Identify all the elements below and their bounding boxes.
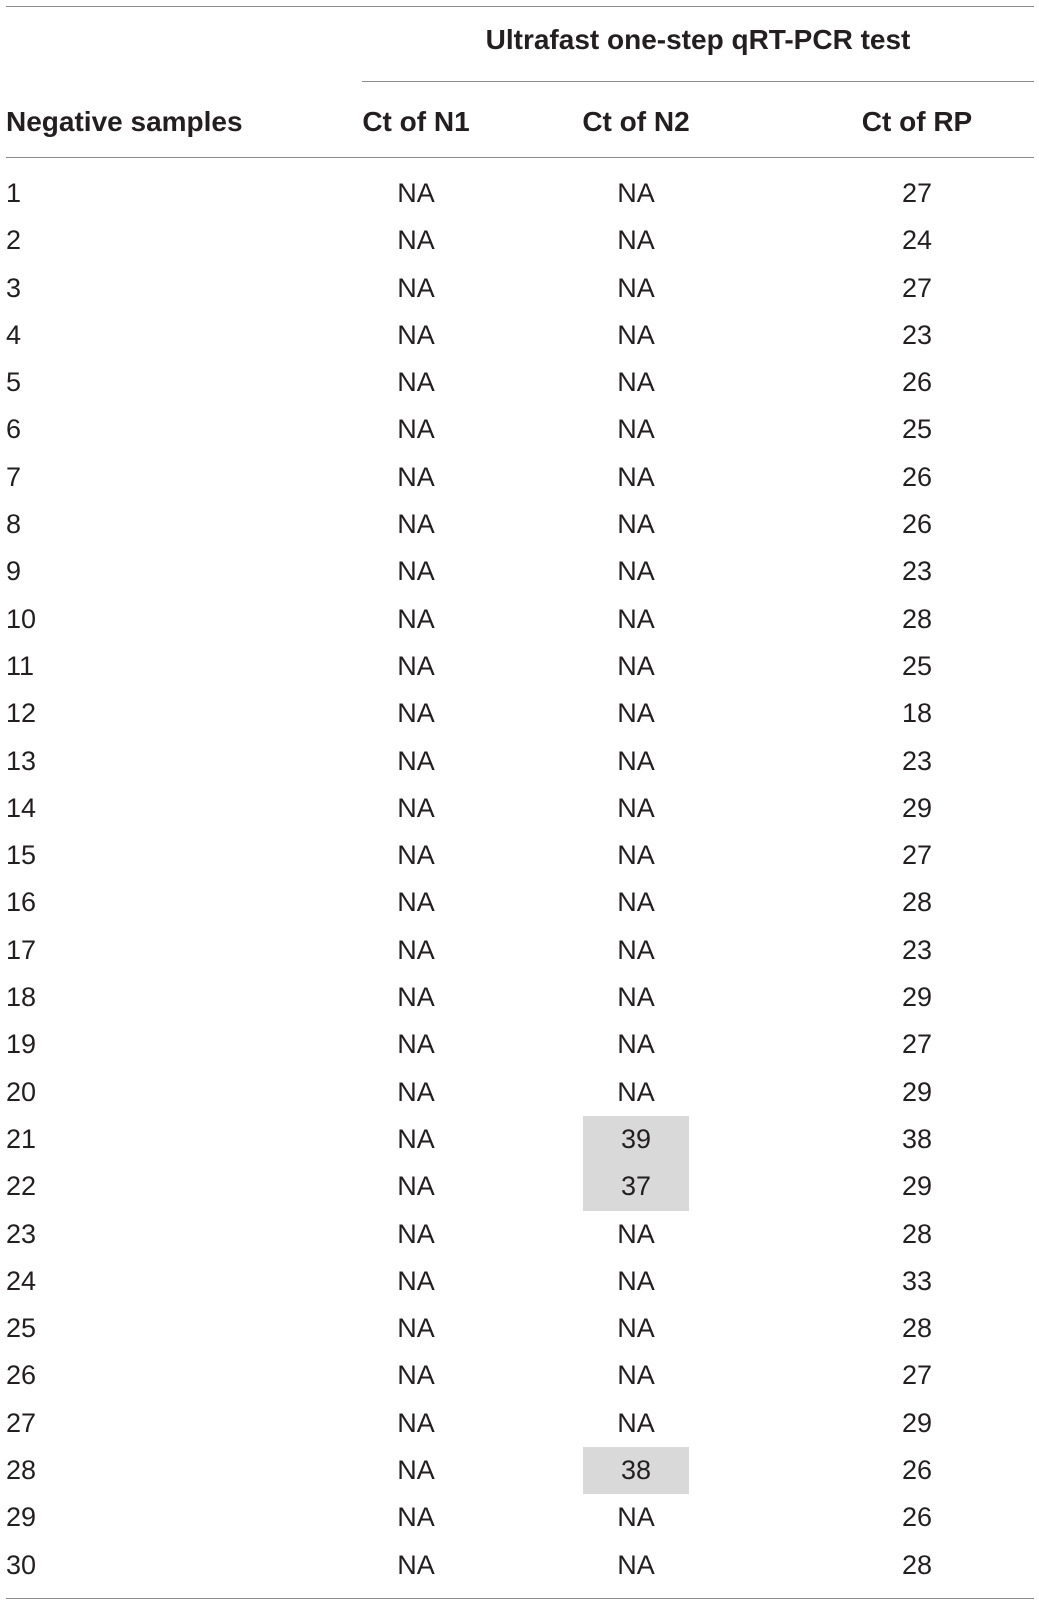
ct-n2-cell: NA: [617, 509, 655, 540]
group-header-rule: [362, 81, 1034, 82]
table-row: [0, 1069, 1039, 1116]
ct-n1-cell: NA: [397, 1123, 435, 1154]
ct-rp-cell: 23: [901, 556, 933, 587]
header-rule: [6, 157, 1034, 158]
ct-rp-cell: 23: [901, 319, 933, 350]
ct-rp-cell: 28: [901, 1549, 933, 1580]
sample-cell: 25: [6, 1313, 37, 1344]
ct-rp-cell: 18: [901, 698, 933, 729]
table-row: [0, 1163, 1039, 1210]
ct-n1-cell: NA: [397, 698, 435, 729]
table-row: [0, 1211, 1039, 1258]
ct-n1-cell: NA: [397, 934, 435, 965]
ct-n1-cell: NA: [397, 603, 435, 634]
ct-rp-cell: 25: [901, 414, 933, 445]
table-top-rule: [6, 6, 1034, 7]
ct-n1-cell: NA: [397, 1265, 435, 1296]
ct-rp-cell: 23: [901, 934, 933, 965]
table-body: [0, 170, 1039, 1589]
ct-n1-cell: NA: [397, 1502, 435, 1533]
ct-n2-cell: NA: [617, 225, 655, 256]
sample-cell: 27: [6, 1407, 37, 1438]
sample-cell: 21: [6, 1123, 37, 1154]
table-row: [0, 1116, 1039, 1163]
sample-cell: 29: [6, 1502, 37, 1533]
ct-rp-cell: 27: [901, 272, 933, 303]
sample-cell: 3: [6, 272, 22, 303]
ct-n2-cell: NA: [617, 1360, 655, 1391]
column-header-ct-n1: Ct of N1: [362, 106, 470, 137]
table-row: [0, 548, 1039, 595]
table-row: [0, 170, 1039, 217]
table-row: [0, 974, 1039, 1021]
ct-n2-cell: NA: [617, 1076, 655, 1107]
ct-n1-cell: NA: [397, 461, 435, 492]
sample-cell: 7: [6, 461, 22, 492]
ct-n1-cell: NA: [397, 414, 435, 445]
sample-cell: 13: [6, 745, 37, 776]
ct-n2-cell: NA: [617, 556, 655, 587]
ct-n2-cell: NA: [617, 1218, 655, 1249]
table-row: [0, 927, 1039, 974]
sample-cell: 30: [6, 1549, 37, 1580]
ct-n2-cell: 38: [583, 1447, 689, 1494]
sample-cell: 12: [6, 698, 37, 729]
table-row: [0, 217, 1039, 264]
ct-n1-cell: NA: [397, 650, 435, 681]
ct-n2-cell: NA: [617, 178, 655, 208]
table-row: [0, 1447, 1039, 1494]
ct-n1-cell: NA: [397, 982, 435, 1013]
ct-n2-cell: NA: [617, 367, 655, 398]
ct-rp-cell: 29: [901, 792, 933, 823]
ct-rp-cell: 27: [901, 178, 933, 208]
ct-rp-cell: 27: [901, 840, 933, 871]
table-row: [0, 265, 1039, 312]
ct-rp-cell: 26: [901, 461, 933, 492]
table-row: [0, 501, 1039, 548]
sample-cell: 4: [6, 319, 22, 350]
ct-n2-cell: NA: [617, 319, 655, 350]
table-row: [0, 1352, 1039, 1399]
ct-n2-cell: 39: [583, 1116, 689, 1163]
sample-cell: 26: [6, 1360, 37, 1391]
sample-cell: 6: [6, 414, 22, 445]
ct-n2-cell: NA: [617, 1549, 655, 1580]
sample-cell: 2: [6, 225, 22, 256]
ct-n1-cell: NA: [397, 1076, 435, 1107]
ct-rp-cell: 33: [901, 1265, 933, 1296]
ct-rp-cell: 29: [901, 982, 933, 1013]
table-row: [0, 879, 1039, 926]
ct-n2-cell: NA: [617, 1265, 655, 1296]
sample-cell: 8: [6, 509, 22, 540]
table-row: [0, 690, 1039, 737]
ct-rp-cell: 27: [901, 1360, 933, 1391]
ct-n2-cell: NA: [617, 698, 655, 729]
ct-n1-cell: NA: [397, 178, 435, 208]
ct-n2-cell: NA: [617, 982, 655, 1013]
table-row: [0, 643, 1039, 690]
sample-cell: 22: [6, 1171, 37, 1202]
ct-n1-cell: NA: [397, 509, 435, 540]
ct-n2-cell: NA: [617, 1407, 655, 1438]
sample-cell: 23: [6, 1218, 37, 1249]
ct-rp-cell: 26: [901, 1502, 933, 1533]
ct-rp-cell: 38: [901, 1123, 933, 1154]
table-row: [0, 1258, 1039, 1305]
ct-n2-cell: NA: [617, 461, 655, 492]
ct-n1-cell: NA: [397, 1171, 435, 1202]
ct-n2-cell: NA: [617, 745, 655, 776]
ct-rp-cell: 27: [901, 1029, 933, 1060]
ct-n2-cell: NA: [617, 1313, 655, 1344]
column-header-ct-n2: Ct of N2: [582, 106, 690, 137]
ct-n2-cell: NA: [617, 934, 655, 965]
sample-cell: 11: [6, 650, 35, 681]
column-header-ct-rp: Ct of RP: [861, 106, 973, 137]
ct-rp-cell: 26: [901, 1455, 933, 1486]
ct-n2-cell: NA: [617, 1502, 655, 1533]
ct-n1-cell: NA: [397, 1360, 435, 1391]
sample-cell: 5: [6, 367, 22, 398]
ct-n1-cell: NA: [397, 1407, 435, 1438]
ct-rp-cell: 26: [901, 509, 933, 540]
table-row: [0, 1494, 1039, 1541]
sample-cell: 10: [6, 603, 37, 634]
column-header-negative-samples: Negative samples: [6, 106, 243, 137]
sample-cell: 24: [6, 1265, 37, 1296]
ct-n1-cell: NA: [397, 1549, 435, 1580]
table-row: [0, 1542, 1039, 1589]
sample-cell: 15: [6, 840, 37, 871]
ct-n1-cell: NA: [397, 745, 435, 776]
ct-n1-cell: NA: [397, 225, 435, 256]
table-row: [0, 832, 1039, 879]
table-row: [0, 1400, 1039, 1447]
ct-n1-cell: NA: [397, 367, 435, 398]
ct-n1-cell: NA: [397, 840, 435, 871]
sample-cell: 1: [6, 178, 22, 208]
ct-n2-cell: NA: [617, 603, 655, 634]
group-header: Ultrafast one-step qRT-PCR test: [485, 24, 911, 55]
sample-cell: 18: [6, 982, 37, 1013]
ct-n1-cell: NA: [397, 272, 435, 303]
ct-rp-cell: 28: [901, 1218, 933, 1249]
ct-rp-cell: 29: [901, 1076, 933, 1107]
table-row: [0, 312, 1039, 359]
ct-n1-cell: NA: [397, 1218, 435, 1249]
ct-rp-cell: 28: [901, 1313, 933, 1344]
sample-cell: 17: [6, 934, 37, 965]
sample-cell: 19: [6, 1029, 37, 1060]
ct-n1-cell: NA: [397, 792, 435, 823]
ct-n1-cell: NA: [397, 556, 435, 587]
ct-n1-cell: NA: [397, 1455, 435, 1486]
ct-rp-cell: 25: [901, 650, 933, 681]
ct-rp-cell: 29: [901, 1171, 933, 1202]
sample-cell: 14: [6, 792, 37, 823]
ct-n2-cell: NA: [617, 792, 655, 823]
ct-n2-cell: NA: [617, 272, 655, 303]
ct-n2-cell: 37: [583, 1163, 689, 1210]
ct-n1-cell: NA: [397, 1029, 435, 1060]
table-row: [0, 359, 1039, 406]
ct-rp-cell: 24: [901, 225, 933, 256]
table-row: [0, 406, 1039, 453]
ct-n1-cell: NA: [397, 887, 435, 918]
table-row: [0, 738, 1039, 785]
ct-rp-cell: 28: [901, 887, 933, 918]
ct-n1-cell: NA: [397, 319, 435, 350]
table-bottom-rule: [6, 1598, 1034, 1599]
table-row: [0, 454, 1039, 501]
sample-cell: 28: [6, 1455, 37, 1486]
sample-cell: 16: [6, 887, 37, 918]
ct-rp-cell: 29: [901, 1407, 933, 1438]
ct-n2-cell: NA: [617, 650, 655, 681]
ct-n2-cell: NA: [617, 840, 655, 871]
ct-n1-cell: NA: [397, 1313, 435, 1344]
table-row: [0, 596, 1039, 643]
table-row: [0, 1305, 1039, 1352]
table-row: [0, 785, 1039, 832]
ct-rp-cell: 23: [901, 745, 933, 776]
sample-cell: 9: [6, 556, 22, 587]
ct-n2-cell: NA: [617, 887, 655, 918]
ct-n2-cell: NA: [617, 1029, 655, 1060]
table-row: [0, 1021, 1039, 1068]
sample-cell: 20: [6, 1076, 37, 1107]
ct-rp-cell: 28: [901, 603, 933, 634]
ct-rp-cell: 26: [901, 367, 933, 398]
ct-n2-cell: NA: [617, 414, 655, 445]
